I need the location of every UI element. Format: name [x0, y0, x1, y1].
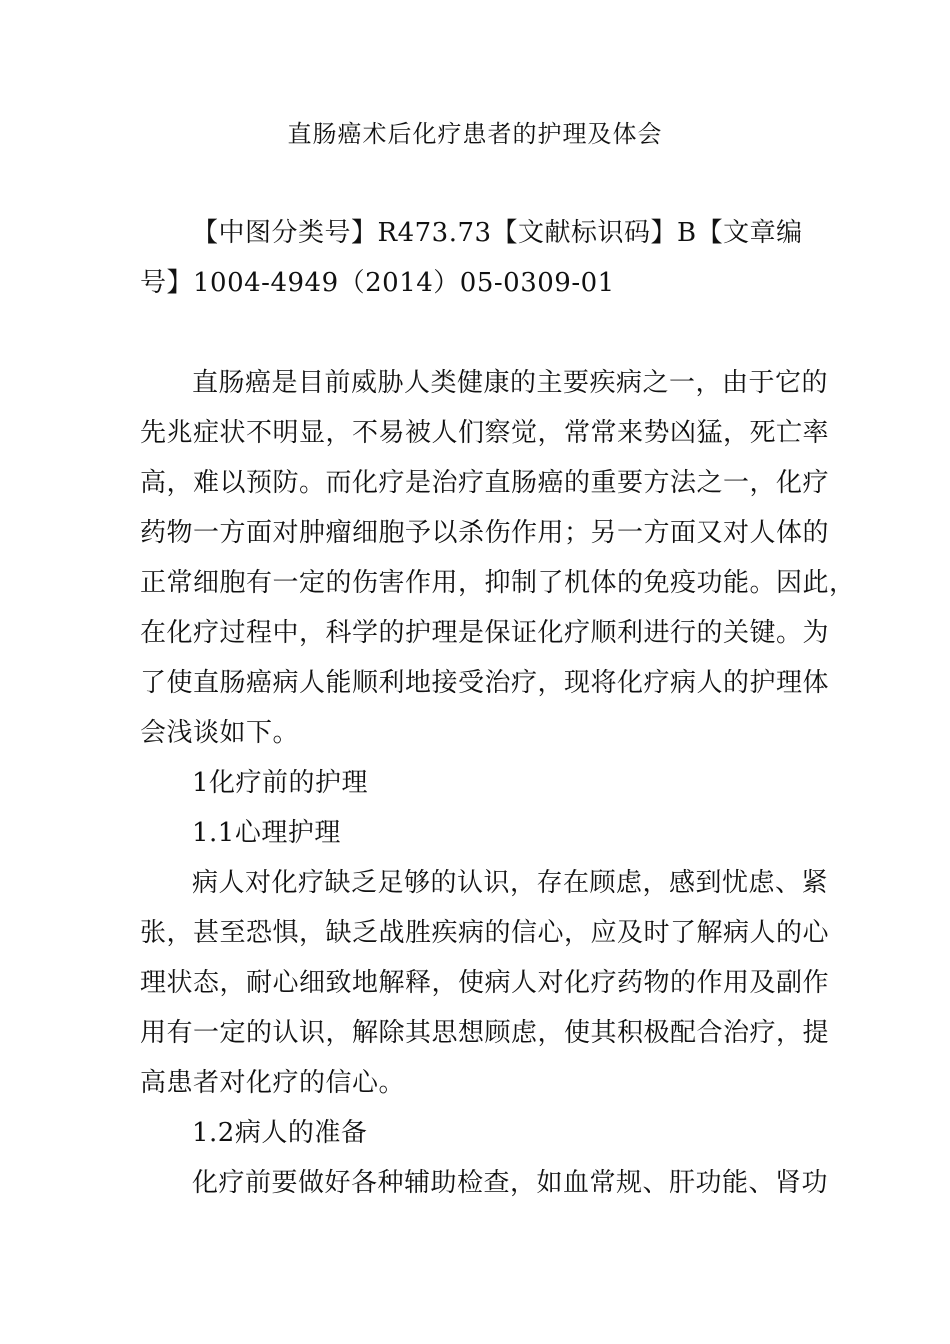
intro-line: 高，难以预防。而化疗是治疗直肠癌的重要方法之一，化疗: [140, 468, 830, 498]
psych-line: 用有一定的认识，解除其思想顾虑，使其积极配合治疗，提: [140, 1018, 830, 1048]
intro-line: 先兆症状不明显，不易被人们察觉，常常来势凶猛，死亡率: [140, 418, 830, 448]
subsection-heading: 1.2病人的准备: [192, 1118, 368, 1148]
psych-line: 理状态，耐心细致地解释，使病人对化疗药物的作用及副作: [140, 968, 830, 998]
intro-line: 在化疗过程中，科学的护理是保证化疗顺利进行的关键。为: [140, 618, 830, 648]
classification-line: 【中图分类号】R473.73【文献标识码】B【文章编: [192, 218, 803, 248]
intro-line: 了使直肠癌病人能顺利地接受治疗，现将化疗病人的护理体: [140, 668, 830, 698]
intro-line: 直肠癌是目前威胁人类健康的主要疾病之一，由于它的: [192, 368, 829, 398]
subsection-heading: 1.1心理护理: [192, 818, 341, 848]
psych-line: 高患者对化疗的信心。: [140, 1068, 406, 1098]
psych-line: 张，甚至恐惧，缺乏战胜疾病的信心，应及时了解病人的心: [140, 918, 830, 948]
classification-line: 号】1004-4949（2014）05-0309-01: [140, 268, 615, 298]
section-heading: 1化疗前的护理: [192, 768, 369, 798]
intro-line: 正常细胞有一定的伤害作用，抑制了机体的免疫功能。因此，: [140, 568, 856, 598]
psych-line: 病人对化疗缺乏足够的认识，存在顾虑，感到忧虑、紧: [192, 868, 829, 898]
document-title: 直肠癌术后化疗患者的护理及体会: [287, 120, 663, 148]
intro-line: 会浅谈如下。: [140, 718, 300, 748]
prep-line: 化疗前要做好各种辅助检查，如血常规、肝功能、肾功: [192, 1168, 829, 1198]
intro-line: 药物一方面对肿瘤细胞予以杀伤作用；另一方面又对人体的: [140, 518, 830, 548]
